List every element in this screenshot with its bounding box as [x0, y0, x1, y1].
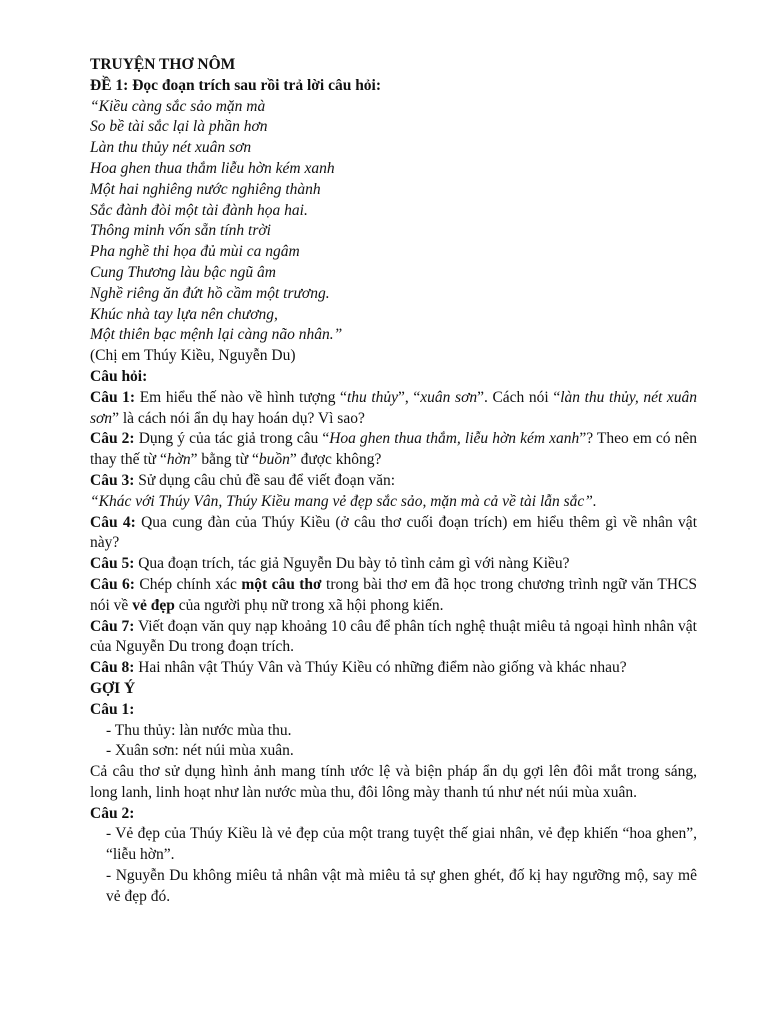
exam-heading	[90, 76, 697, 97]
question-text: Sử dụng câu chủ đề sau để viết đoạn văn:	[134, 471, 395, 489]
question-label: Câu 7:	[90, 617, 135, 635]
question-emphasis: Hoa ghen thua thắm, liễu hờn kém xanh	[329, 430, 580, 448]
question-1	[90, 388, 697, 430]
poem-line: Pha nghề thi họa đủ mùi ca ngâm	[90, 243, 300, 261]
question-emphasis: xuân sơn	[420, 388, 478, 406]
question-text: ” được không?	[289, 451, 382, 469]
poem-line: Một thiên bạc mệnh lại càng não nhân.”	[90, 326, 343, 344]
answer-paragraph: Cả câu thơ sử dụng hình ảnh mang tính ước lệ và biện pháp ẩn dụ gợi lên đôi mắt trong sáng, long lanh, linh hoạt như làn nước mùa thu, đôi lông mày thanh tú như nét núi mùa xuân.	[90, 763, 697, 801]
question-text: Viết đoạn văn quy nạp khoảng 10 câu để phân tích nghệ thuật miêu tả ngoại hình nhân vật của Nguyễn Du trong đoạn trích.	[90, 617, 697, 656]
poem-source: (Chị em Thúy Kiều, Nguyễn Du)	[90, 347, 296, 365]
poem-line: Thông minh vốn sẵn tính trời	[90, 222, 271, 240]
question-text: ”, “	[398, 388, 421, 406]
question-text: Em hiểu thế nào về hình tượng “	[135, 388, 347, 406]
question-emphasis: buồn	[258, 451, 290, 469]
poem-line: So bề tài sắc lại là phần hơn	[90, 118, 268, 136]
poem-line: Nghề riêng ăn đứt hồ cầm một trương.	[90, 284, 330, 302]
question-label: Câu 4:	[90, 513, 136, 531]
question-3	[90, 471, 697, 492]
question-label: Câu 6:	[90, 575, 135, 593]
question-text: Qua cung đàn của Thúy Kiều (ở câu thơ cuối đoạn trích) em hiểu thêm gì về nhân vật này?	[90, 513, 697, 552]
answer-bullet: - Xuân sơn: nét núi mùa xuân.	[106, 742, 294, 760]
question-emphasis: thu thủy	[346, 388, 399, 406]
exam-label: ĐỀ 1:	[90, 76, 129, 94]
answer-bullet: - Vẻ đẹp của Thúy Kiều là vẻ đẹp của một trang tuyệt thế giai nhân, vẻ đẹp khiến “hoa ghen”, “liễu hờn”.	[106, 825, 697, 864]
hints-heading: GỢI Ý	[90, 679, 136, 697]
question-label: Câu 8:	[90, 659, 135, 677]
poem-line: “Kiều càng sắc sảo mặn mà	[90, 97, 266, 115]
question-text: ”? Theo em có nên thay thế từ “	[90, 430, 697, 469]
question-label: Câu 5:	[90, 555, 135, 573]
question-text: Qua đoạn trích, tác giả Nguyễn Du bày tỏ tình cảm gì với nàng Kiều?	[134, 555, 570, 573]
question-bold: một câu thơ	[241, 575, 322, 593]
poem-excerpt	[90, 97, 697, 347]
question-7	[90, 617, 697, 659]
document-page	[90, 55, 697, 908]
question-text: trong bài thơ em đã học trong chương trình ngữ văn THCS nói về	[90, 575, 697, 614]
answer-1-label: Câu 1:	[90, 700, 135, 718]
question-emphasis: hờn	[166, 451, 191, 469]
question-8	[90, 658, 697, 679]
question-emphasis: làn thu thủy, nét xuân sơn	[90, 388, 698, 427]
question-label: Câu 1:	[90, 388, 136, 406]
question-text: Hai nhân vật Thúy Vân và Thúy Kiều có những điểm nào giống và khác nhau?	[134, 659, 627, 677]
poem-line: Sắc đành đòi một tài đành họa hai.	[90, 201, 308, 219]
question-6	[90, 575, 697, 617]
question-5	[90, 554, 697, 575]
answer-2-label: Câu 2:	[90, 804, 135, 822]
poem-line: Một hai nghiêng nước nghiêng thành	[90, 180, 321, 198]
exam-instruction: Đọc đoạn trích sau rồi trả lời câu hỏi:	[128, 76, 382, 94]
question-label: Câu 3:	[90, 471, 135, 489]
poem-line: Cung Thương làu bậc ngũ âm	[90, 263, 276, 281]
question-text: Dụng ý của tác giả trong câu “	[134, 430, 330, 448]
poem-line: Làn thu thủy nét xuân sơn	[90, 139, 252, 157]
questions-heading: Câu hỏi:	[90, 367, 148, 385]
question-label: Câu 2:	[90, 430, 135, 448]
question-text: ” là cách nói ẩn dụ hay hoán dụ? Vì sao?	[112, 409, 365, 427]
document-title: TRUYỆN THƠ NÔM	[90, 56, 236, 73]
question-text: ” bằng từ “	[190, 451, 259, 469]
question-2	[90, 429, 697, 471]
answer-bullet: - Nguyễn Du không miêu tả nhân vật mà miêu tả sự ghen ghét, đố kị hay ngưỡng mộ, say mê vẻ đẹp đó.	[106, 867, 697, 905]
question-text: ”. Cách nói “	[477, 388, 561, 406]
question-text: Chép chính xác	[134, 575, 242, 593]
answer-bullet: - Thu thủy: làn nước mùa thu.	[106, 721, 292, 739]
poem-line: Hoa ghen thua thắm liễu hờn kém xanh	[90, 159, 335, 177]
poem-line: Khúc nhà tay lựa nên chương,	[90, 305, 278, 323]
question-text: của người phụ nữ trong xã hội phong kiến.	[174, 596, 444, 614]
topic-sentence-quote: “Khác với Thúy Vân, Thúy Kiều mang vẻ đẹp sắc sảo, mặn mà cả về tài lẫn sắc”.	[90, 492, 597, 510]
question-bold: vẻ đẹp	[132, 596, 175, 614]
question-4	[90, 513, 697, 555]
